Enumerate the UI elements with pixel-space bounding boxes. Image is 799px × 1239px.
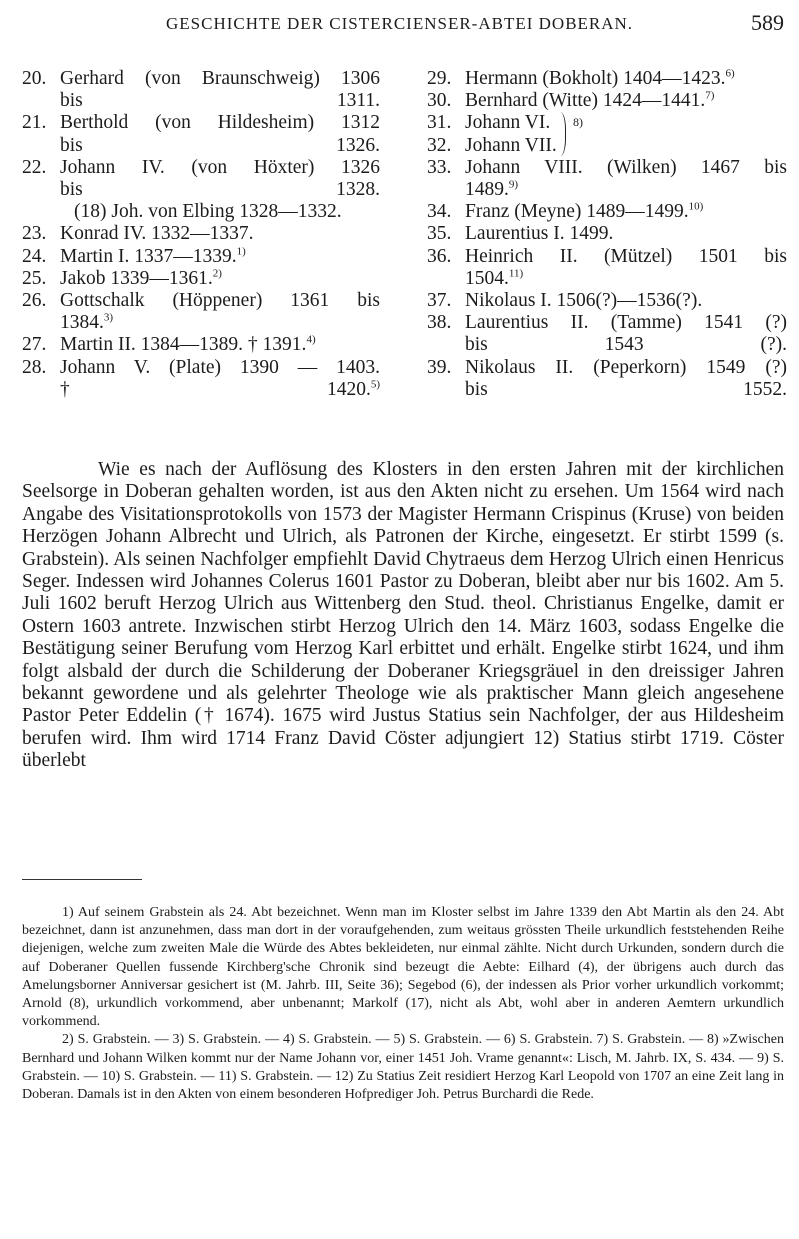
abbot-entry-38: 38. Laurentius II. (Tamme) 1541 (?) bis 1543 (?). bbox=[427, 312, 787, 356]
footnote-ref: 2) bbox=[212, 267, 222, 280]
abbot-entry-25: 25. Jakob 1339—1361.$^{2)}$ bbox=[22, 267, 222, 289]
footnote-ref: 4) bbox=[306, 333, 316, 346]
abbot-entry-21: 21. Berthold (von Hildesheim) 1312 bis 1326. bbox=[22, 112, 380, 156]
abbot-entry-28: 28. Johann V. (Plate) 1390 — 1403. † 1420.$^{5)}$ bbox=[22, 356, 380, 400]
abbot-entry-34: 34. Franz (Meyne) 1489—1499.$^{10)}$ bbox=[427, 200, 704, 223]
footnote-ref: 1) bbox=[236, 245, 246, 258]
abbot-entry-26: 26. Gottschalk (Höppener) 1361 bis 1384.$^{3)}$ bbox=[22, 290, 380, 334]
abbot-entry-24: 24. Martin I. 1337—1339.$^{1)}$ bbox=[22, 245, 246, 267]
abbot-entry-22: 22. Johann IV. (von Höxter) 1326 bis 1328. bbox=[22, 156, 380, 201]
running-head bbox=[22, 8, 784, 38]
footnote-1: 1) Auf seinem Grabstein als 24. Abt bezeichnet. Wenn man im Kloster selbst im Jahre 1339 den Abt Martin als den 24. Abt bezeichnet, dann ist anzunehmen, dass man dort in der voraufgehenden, zum weitaus grössten Theile urkundlich feststehenden Reihe diejenigen, welche zum zweiten Male die Würde des Abtes bekleideten, nur einmal zählte. Nicht durch Urkunden, sondern durch die auf Doberaner Quellen fussende Kirchberg'sche Chronik sind bezeugt die Aebte: Eilhard (4), der übrigens auch durch das Amelungsborner Anniversar gesichert ist (M. Jahrb. III, Seite 36); Segebod (6), der indessen als Prior vorher urkundlich vorkommt; Arnold (8), urkundlich vorkommend, aber unbenannt; Markolf (17), nicht als Abt, wohl aber in anderen Aemtern urkundlich vorkommend. bbox=[22, 905, 784, 1030]
abbot-entry-23: 23. Konrad IV. 1332—1337. bbox=[22, 223, 254, 245]
abbot-entry-33: 33. Johann VIII. (Wilken) 1467 bis 1489.$^{9)}$ bbox=[427, 156, 787, 201]
footnote-ref: 7) bbox=[705, 89, 715, 102]
abbot-entries-31-32: 31. Johann VI. 32. Johann VII. 8) bbox=[427, 112, 787, 156]
footnote-ref: 6) bbox=[725, 67, 735, 80]
footnote-ref: 9) bbox=[508, 178, 519, 191]
abbot-entry-20: 20. Gerhard (von Braunschweig) 1306 bis 1311. bbox=[22, 68, 380, 112]
abbot-entry-35: 35. Laurentius I. 1499. bbox=[427, 223, 614, 245]
abbot-entry-18-sub: (18) Joh. von Elbing 1328—1332. bbox=[74, 201, 342, 223]
footnote-ref: 11) bbox=[508, 267, 524, 280]
abbot-entry-29: 29. Hermann (Bokholt) 1404—1423.$^{6)}$ bbox=[427, 67, 735, 89]
abbot-entry-36: 36. Heinrich II. (Mützel) 1501 bis 1504.$^{11)}$ bbox=[427, 245, 787, 289]
abbot-entry-39: 39. Nikolaus II. (Peperkorn) 1549 (?) bis 1552. bbox=[427, 356, 787, 400]
abbot-entry-31: 31. Johann VI. bbox=[427, 112, 551, 134]
footnotes bbox=[22, 904, 784, 1104]
running-head-title: GESCHICHTE DER CISTERCIENSER-ABTEI DOBERAN. bbox=[166, 14, 634, 33]
abbot-entry-27: 27. Martin II. 1384—1389. † 1391.$^{4)}$ bbox=[22, 333, 316, 356]
page-number: 589 bbox=[751, 10, 784, 35]
curly-brace-icon bbox=[555, 112, 566, 156]
footnote-ref: 10) bbox=[688, 200, 704, 213]
footnote-ref: 3) bbox=[103, 311, 114, 324]
footnote-divider bbox=[22, 879, 142, 880]
footnote-2-12: 2) S. Grabstein. — 3) S. Grabstein. — 4) S. Grabstein. — 5) S. Grabstein. — 6) S. Grabstein. 7) S. Grabstein. — 8) »Zwischen Bernhard und Johann Wilken kommt nur der Name Johann vor, einer 1451 Joh. Vrame genannt«: Lisch, M. Jahrb. IX, S. 434. — 9) S. Grabstein. — 10) S. Grabstein. — 11) S. Grabstein. — 12) Zu Statius Zeit residiert Herzog Karl Leopold von 1707 an eine Zeit lang in Doberan. Damals ist in den Akten von einem besonderen Hofprediger Joh. Petrus Burchardi die Rede. bbox=[22, 1032, 784, 1103]
abbot-entry-32: 32. Johann VII. bbox=[427, 134, 557, 156]
abbot-entry-37: 37. Nikolaus I. 1506(?)—1536(?). bbox=[427, 290, 703, 312]
abbot-entry-30: 30. Bernhard (Witte) 1424—1441.$^{7)}$ bbox=[427, 89, 715, 112]
body-paragraph: Wie es nach der Auflösung des Klosters in den ersten Jahren mit der kirchlichen Seelsorge in Doberan gehalten worden, ist aus den Akten nicht zu ersehen. Um 1564 wird nach Angabe des Visitationsprotokolls von 1573 der Magister Hermann Crispinus (Kruse) von beiden Herzögen Johann Albrecht und Ulrich, als Patronen der Kirche, eingesetzt. Er stirbt 1599 (s. Grabstein). Als seinen Nachfolger empfiehlt David Chytraeus dem Herzog Ulrich einen Henricus Seger. Indessen wird Johannes Colerus 1601 Pastor zu Doberan, bleibt aber nur bis 1602. Am 5. Juli 1602 beruft Herzog Ulrich aus Wittenberg den Stud. theol. Christianus Engelke, damit er Ostern 1603 antrete. Inzwischen stirbt Herzog Ulrich den 14. März 1603, sodass Engelke die Bestätigung seiner Berufung vom Herzog Karl erbittet und erhält. Engelke stirbt 1624, und ihm folgt alsbald der durch die Schilderung der Doberaner Kriegsgräuel in den dreissiger Jahren bekannt gewordene und als gelehrter Theologe wie als praktischer Mann gleich angesehene Pastor Peter Eddelin († 1674). 1675 wird Justus Statius sein Nachfolger, der aus Hildesheim berufen wird. Ihm wird 1714 Franz David Cöster adjungiert 12) Statius stirbt 1719. Cöster überlebt bbox=[22, 459, 784, 772]
abbot-list-left bbox=[22, 68, 380, 401]
footnote-ref: 5) bbox=[370, 378, 380, 391]
abbot-list-right bbox=[427, 68, 787, 401]
